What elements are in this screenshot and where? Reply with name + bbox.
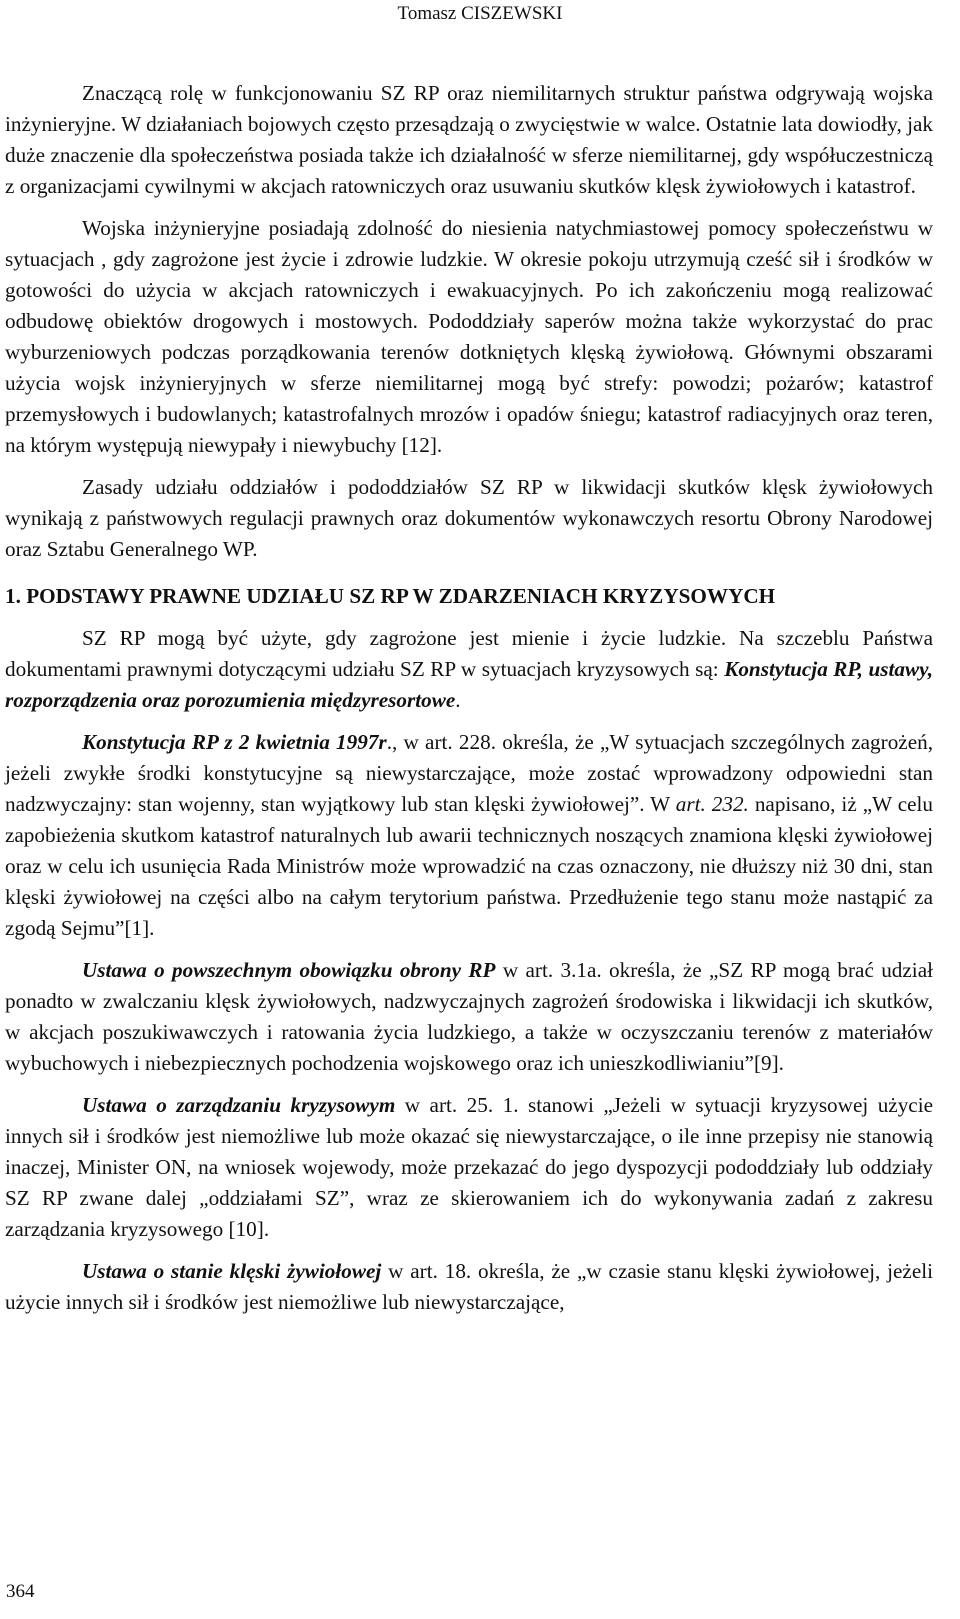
constitution-text-b: napisano, iż „W celu zapobieżenia skutkom katastrof naturalnych lub awarii technicznych noszących znamiona klęski żywiołowej oraz w celu ich usunięcia Rada Ministrów może wprowadzić na czas oznaczony, nie dłuższy niż 30 dni, stan klęski żywiołowej na części albo na całym terytorium państwa. Przedłużenie tego stanu może nastąpić za zgodą Sejmu”[1]. <box>5 792 933 940</box>
paragraph-text: SZ RP mogą być użyte, gdy zagrożone jest mienie i życie ludzkie. Na szczeblu Państwa dokumentami prawnymi dotyczącymi udziału SZ RP w sytuacjach kryzysowych są: <box>5 626 933 681</box>
paragraph-rules: Zasady udziału oddziałów i pododdziałów SZ RP w likwidacji skutków klęsk żywiołowych wynikają z państwowych regulacji prawnych oraz dokumentów wykonawczych resortu Obrony Narodowej oraz Sztabu Generalnego WP. <box>5 475 933 561</box>
title-crisis-act: Ustawa o zarządzaniu kryzysowym <box>82 1093 396 1117</box>
disaster-act-text: w art. 18. określa, że „w czasie stanu klęski żywiołowej, jeżeli użycie innych sił i środków jest niemożliwe lub niewystarczające, <box>5 1259 934 1314</box>
paragraph-defense-act <box>5 955 933 1079</box>
article-body <box>0 78 933 1318</box>
paragraph-disaster-act <box>5 1256 933 1318</box>
article-ref: art. 232. <box>675 792 749 816</box>
running-header: Tomasz CISZEWSKI <box>397 3 563 24</box>
title-defense-act: Ustawa o powszechnym obowiązku obrony RP <box>82 958 496 982</box>
paragraph-end: . <box>455 688 461 712</box>
constitution-text-a: ., w art. 228. określa, że „W sytuacjach szczególnych zagrożeń, jeżeli zwykłe środki konstytucyjne są niewystarczające, może zostać wprowadzony odpowiedni stan nadzwyczajny: stan wojenny, stan wyjątkowy lub stan klęski żywiołowej”. W <box>5 730 933 816</box>
title-disaster-act: Ustawa o stanie klęski żywiołowej <box>82 1259 382 1283</box>
defense-act-text: w art. 3.1a. określa, że „SZ RP mogą brać udział ponadto w zwalczaniu klęsk żywiołowych, nadzwyczajnych zagrożeń środowiska i likwidacji ich skutków, w akcjach poszukiwawczych i ratowania życia ludzkiego, a także w oczyszczaniu terenów z materiałów wybuchowych i niebezpiecznych pochodzenia wojskowego oraz ich unieszkodliwianiu”[9]. <box>5 958 933 1075</box>
paragraph-constitution <box>5 727 933 944</box>
section-title: PODSTAWY PRAWNE UDZIAŁU SZ RP W ZDARZENIACH KRYZYSOWYCH <box>26 584 776 608</box>
crisis-act-text: w art. 25. 1. stanowi „Jeżeli w sytuacji kryzysowej użycie innych sił i środków jest niemożliwe lub może okazać się niewystarczające, o ile inne przepisy nie stanowią inaczej, Minister ON, na wniosek wojewody, może przekazać do jego dyspozycji pododdziały lub oddziały SZ RP zwane dalej „oddziałami SZ”, wraz ze skierowaniem ich do wykonywania zadań z zakresu zarządzania kryzysowego [10]. <box>5 1093 933 1241</box>
paragraph-intro: Znaczącą rolę w funkcjonowaniu SZ RP oraz niemilitarnych struktur państwa odgrywają wojska inżynieryjne. W działaniach bojowych często przesądzają o zwycięstwie w walce. Ostatnie lata dowiodły, jak duże znaczenie dla społeczeństwa posiada także ich działalność w sferze niemilitarnej, gdy współuczestniczą z organizacjami cywilnymi w akcjach ratowniczych oraz usuwaniu skutków klęsk żywiołowych i katastrof. <box>5 81 933 198</box>
paragraph-engineering-troops: Wojska inżynieryjne posiadają zdolność do niesienia natychmiastowej pomocy społeczeństwu w sytuacjach , gdy zagrożone jest życie i zdrowie ludzkie. W okresie pokoju utrzymują cześć sił i środków w gotowości do użycia w akcjach ratowniczych i ewakuacyjnych. Po ich zakończeniu mogą realizować odbudowę obiektów drogowych i mostowych. Pododdziały saperów można także wykorzystać do prac wyburzeniowych podczas porządkowania terenów dotkniętych klęską żywiołową. Głównymi obszarami użycia wojsk inżynieryjnych w sferze niemilitarnej mogą być strefy: powodzi; pożarów; katastrof przemysłowych i budowlanych; katastrofalnych mrozów i opadów śniegu; katastrof radiacyjnych oraz teren, na którym występują niewypały i niewybuchy [12]. <box>5 216 933 457</box>
title-constitution: Konstytucja RP z 2 kwietnia 1997r <box>82 730 387 754</box>
page-number: 364 <box>6 1581 35 1602</box>
emphasis-docs: Konstytucja RP, ustawy, rozporządzenia oraz porozumienia międzyresortowe <box>5 657 933 712</box>
section-number: 1. <box>5 584 21 608</box>
section-heading <box>5 581 933 612</box>
paragraph-legal-docs <box>5 623 933 716</box>
paragraph-crisis-act <box>5 1090 933 1245</box>
